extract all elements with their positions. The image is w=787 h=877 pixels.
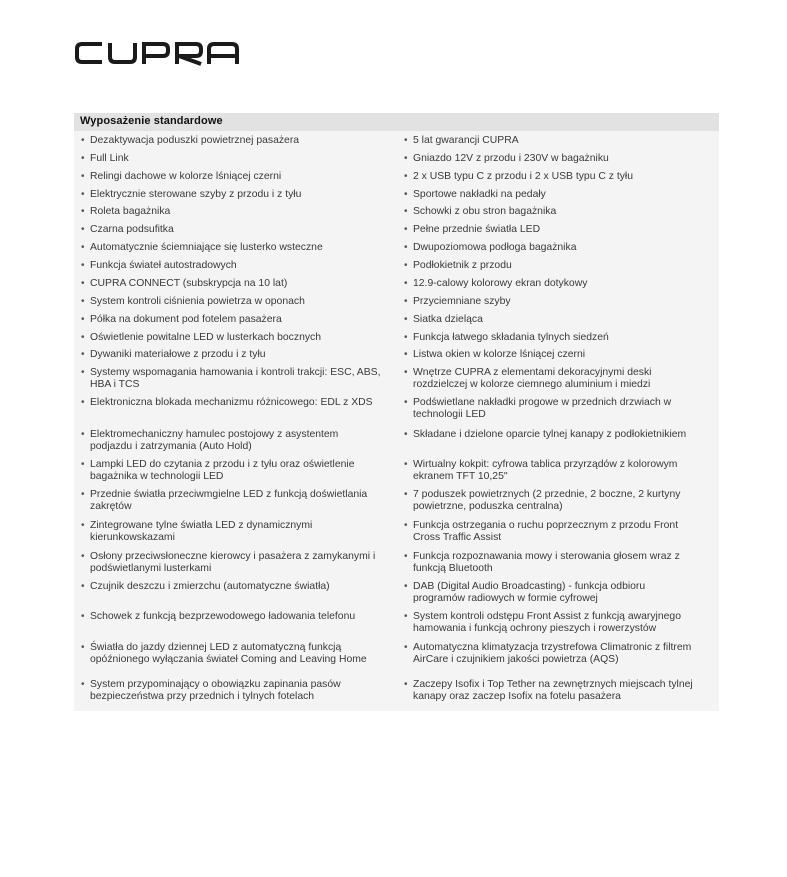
bullet-icon: • bbox=[404, 349, 408, 360]
list-item-text: technologii LED bbox=[413, 409, 486, 421]
list-item-text: Funkcja świateł autostradowych bbox=[90, 260, 237, 271]
bullet-icon: • bbox=[404, 135, 408, 146]
bullet-icon: • bbox=[81, 551, 85, 562]
bullet-icon: • bbox=[404, 397, 408, 408]
list-item bbox=[404, 642, 714, 667]
list-item-text: DAB (Digital Audio Broadcasting) - funkcja odbioru bbox=[413, 581, 646, 592]
list-item-text: bagażnika w technologii LED bbox=[90, 471, 224, 483]
list-item-text: Dezaktywacja poduszki powietrznej pasażera bbox=[90, 135, 300, 146]
list-item-text: Zintegrowane tylne światła LED z dynamicznymi bbox=[90, 520, 313, 531]
list-item bbox=[81, 153, 391, 165]
list-item-text: Przyciemniane szyby bbox=[413, 296, 511, 307]
list-item-text: Siatka dzieląca bbox=[413, 314, 483, 325]
list-item bbox=[81, 349, 391, 361]
list-item bbox=[404, 242, 714, 254]
list-item bbox=[404, 296, 714, 308]
standard-equipment-table bbox=[74, 113, 719, 711]
list-item bbox=[404, 135, 714, 147]
list-item-text: kierunkowskazami bbox=[90, 532, 175, 544]
bullet-icon: • bbox=[404, 459, 408, 470]
list-item-text: Funkcja ostrzegania o ruchu poprzecznym z przodu Front bbox=[413, 520, 679, 531]
list-item-text: Full Link bbox=[90, 153, 129, 164]
list-item bbox=[404, 153, 714, 165]
list-item-text: Podświetlane nakładki progowe w przednich drzwiach w bbox=[413, 397, 672, 408]
bullet-icon: • bbox=[404, 581, 408, 592]
list-item bbox=[81, 314, 391, 326]
bullet-icon: • bbox=[81, 679, 85, 690]
list-item-text: rozdzielczej w kolorze ciemnego aluminium i miedzi bbox=[413, 379, 651, 391]
list-item-text: 2 x USB typu C z przodu i 2 x USB typu C z tyłu bbox=[413, 171, 634, 182]
list-item bbox=[81, 260, 391, 272]
bullet-icon: • bbox=[81, 429, 85, 440]
bullet-icon: • bbox=[81, 332, 85, 343]
list-item bbox=[81, 642, 391, 667]
bullet-icon: • bbox=[81, 489, 85, 500]
bullet-icon: • bbox=[81, 278, 85, 289]
list-item bbox=[404, 581, 714, 606]
list-item-text: Schowek z funkcją bezprzewodowego ładowania telefonu bbox=[90, 611, 356, 622]
bullet-icon: • bbox=[404, 296, 408, 307]
list-item bbox=[404, 551, 714, 576]
list-item-text: funkcją Bluetooth bbox=[413, 563, 493, 575]
list-item bbox=[404, 459, 714, 484]
list-item-text: Dwupoziomowa podłoga bagażnika bbox=[413, 242, 577, 253]
list-item bbox=[404, 206, 714, 218]
list-item-text: Roleta bagażnika bbox=[90, 206, 171, 217]
list-item-text: powietrzne, poduszka centralna) bbox=[413, 501, 563, 513]
list-item-text: Przednie światła przeciwmgielne LED z funkcją doświetlania bbox=[90, 489, 368, 500]
list-item bbox=[404, 314, 714, 326]
list-item-text: Cross Traffic Assist bbox=[413, 532, 502, 544]
list-item-text: opóźnionego wyłączania świateł Coming and Leaving Home bbox=[90, 654, 367, 666]
list-item bbox=[81, 278, 391, 290]
bullet-icon: • bbox=[81, 242, 85, 253]
table-header bbox=[74, 113, 719, 131]
list-item-text: System kontroli ciśnienia powietrza w oponach bbox=[90, 296, 305, 307]
bullet-icon: • bbox=[81, 260, 85, 271]
list-item bbox=[404, 397, 714, 422]
bullet-icon: • bbox=[404, 153, 408, 164]
bullet-icon: • bbox=[404, 611, 408, 622]
list-item bbox=[81, 397, 391, 409]
list-item bbox=[81, 171, 391, 183]
list-item-text: Automatycznie ściemniające się lusterko wsteczne bbox=[90, 242, 323, 253]
list-item bbox=[404, 429, 714, 441]
bullet-icon: • bbox=[81, 189, 85, 200]
bullet-icon: • bbox=[81, 135, 85, 146]
list-item-text: hamowania i funkcją ochrony pieszych i rowerzystów bbox=[413, 623, 657, 635]
list-item-text: ekranem TFT 10,25" bbox=[413, 471, 508, 483]
list-item-text: Czujnik deszczu i zmierzchu (automatyczne światła) bbox=[90, 581, 330, 592]
list-item bbox=[404, 260, 714, 272]
bullet-icon: • bbox=[404, 242, 408, 253]
list-item bbox=[81, 189, 391, 201]
bullet-icon: • bbox=[404, 520, 408, 531]
list-item bbox=[404, 171, 714, 183]
bullet-icon: • bbox=[81, 367, 85, 378]
bullet-icon: • bbox=[81, 520, 85, 531]
list-item bbox=[81, 581, 391, 593]
list-item bbox=[404, 189, 714, 201]
list-item bbox=[81, 679, 391, 704]
list-item-text: Systemy wspomagania hamowania i kontroli trakcji: ESC, ABS, bbox=[90, 367, 381, 378]
list-item bbox=[404, 611, 714, 636]
list-item-text: Schowki z obu stron bagażnika bbox=[413, 206, 557, 217]
list-item-text: Elektromechaniczny hamulec postojowy z asystentem bbox=[90, 429, 339, 440]
list-item-text: Listwa okien w kolorze lśniącej czerni bbox=[413, 349, 586, 360]
list-item-text: System przypominający o obowiązku zapinania pasów bbox=[90, 679, 341, 690]
bullet-icon: • bbox=[81, 349, 85, 360]
bullet-icon: • bbox=[404, 206, 408, 217]
list-item-text: Relingi dachowe w kolorze lśniącej czerni bbox=[90, 171, 282, 182]
bullet-icon: • bbox=[81, 611, 85, 622]
list-item bbox=[81, 296, 391, 308]
list-item-text: podświetlanymi lusterkami bbox=[90, 563, 212, 575]
list-item-text: Elektroniczna blokada mechanizmu różnicowego: EDL z XDS bbox=[90, 397, 373, 408]
list-item bbox=[404, 367, 714, 392]
list-item-text: podjazdu i zatrzymania (Auto Hold) bbox=[90, 441, 252, 453]
list-item-text: bezpieczeństwa przy przednich i tylnych fotelach bbox=[90, 691, 315, 703]
bullet-icon: • bbox=[81, 642, 85, 653]
bullet-icon: • bbox=[81, 397, 85, 408]
list-item-text: Wnętrze CUPRA z elementami dekoracyjnymi deski bbox=[413, 367, 652, 378]
list-item-text: Pełne przednie światła LED bbox=[413, 224, 541, 235]
list-item-text: Automatyczna klimatyzacja trzystrefowa Climatronic z filtrem bbox=[413, 642, 692, 653]
bullet-icon: • bbox=[404, 278, 408, 289]
bullet-icon: • bbox=[81, 314, 85, 325]
list-item-text: System kontroli odstępu Front Assist z funkcją awaryjnego bbox=[413, 611, 681, 622]
list-item bbox=[404, 489, 714, 514]
list-item bbox=[81, 520, 391, 545]
bullet-icon: • bbox=[404, 189, 408, 200]
list-item-text: programów radiowych w formie cyfrowej bbox=[413, 593, 598, 605]
bullet-icon: • bbox=[404, 260, 408, 271]
list-item bbox=[81, 551, 391, 576]
list-item-text: Zaczepy Isofix i Top Tether na zewnętrznych miejscach tylnej bbox=[413, 679, 693, 690]
bullet-icon: • bbox=[404, 332, 408, 343]
list-item-text: zakrętów bbox=[90, 501, 132, 513]
bullet-icon: • bbox=[404, 171, 408, 182]
bullet-icon: • bbox=[81, 224, 85, 235]
list-item-text: kanapy oraz zaczep Isofix na fotelu pasażera bbox=[413, 691, 621, 703]
table-title: Wyposażenie standardowe bbox=[80, 115, 223, 127]
bullet-icon: • bbox=[81, 459, 85, 470]
list-item bbox=[81, 611, 391, 623]
list-item bbox=[404, 679, 714, 704]
list-item bbox=[404, 349, 714, 361]
list-item-text: Funkcja łatwego składania tylnych siedzeń bbox=[413, 332, 609, 343]
list-item-text: Lampki LED do czytania z przodu i z tyłu oraz oświetlenie bbox=[90, 459, 355, 470]
bullet-icon: • bbox=[404, 642, 408, 653]
list-item-text: CUPRA CONNECT (subskrypcja na 10 lat) bbox=[90, 278, 288, 289]
list-item-text: Wirtualny kokpit: cyfrowa tablica przyrządów z kolorowym bbox=[413, 459, 678, 470]
bullet-icon: • bbox=[404, 429, 408, 440]
list-item bbox=[81, 135, 391, 147]
list-item-text: Czarna podsufitka bbox=[90, 224, 174, 235]
list-item-text: HBA i TCS bbox=[90, 379, 140, 391]
list-item-text: Funkcja rozpoznawania mowy i sterowania głosem wraz z bbox=[413, 551, 680, 562]
bullet-icon: • bbox=[81, 153, 85, 164]
bullet-icon: • bbox=[81, 296, 85, 307]
list-item bbox=[404, 278, 714, 290]
list-item-text: Gniazdo 12V z przodu i 230V w bagażniku bbox=[413, 153, 609, 164]
list-item bbox=[404, 520, 714, 545]
list-item bbox=[81, 459, 391, 484]
list-item bbox=[404, 332, 714, 344]
bullet-icon: • bbox=[404, 489, 408, 500]
bullet-icon: • bbox=[404, 679, 408, 690]
bullet-icon: • bbox=[81, 581, 85, 592]
list-item bbox=[81, 224, 391, 236]
list-item bbox=[81, 242, 391, 254]
list-item-text: Sportowe nakładki na pedały bbox=[413, 189, 546, 200]
list-item-text: AirCare i czujnikiem jakości powietrza (AQS) bbox=[413, 654, 619, 666]
list-item-text: 12.9-calowy kolorowy ekran dotykowy bbox=[413, 278, 588, 289]
list-item-text: 5 lat gwarancji CUPRA bbox=[413, 135, 519, 146]
bullet-icon: • bbox=[404, 224, 408, 235]
list-item bbox=[81, 206, 391, 218]
list-item-text: 7 poduszek powietrznych (2 przednie, 2 boczne, 2 kurtyny bbox=[413, 489, 681, 500]
list-item-text: Światła do jazdy dziennej LED z automatyczną funkcją bbox=[90, 642, 342, 653]
list-item-text: Oświetlenie powitalne LED w lusterkach bocznych bbox=[90, 332, 322, 343]
list-item bbox=[404, 224, 714, 236]
list-item bbox=[81, 332, 391, 344]
bullet-icon: • bbox=[81, 206, 85, 217]
list-item-text: Dywaniki materiałowe z przodu i z tyłu bbox=[90, 349, 266, 360]
bullet-icon: • bbox=[404, 314, 408, 325]
list-item bbox=[81, 367, 391, 392]
list-item bbox=[81, 489, 391, 514]
bullet-icon: • bbox=[404, 551, 408, 562]
list-item-text: Półka na dokument pod fotelem pasażera bbox=[90, 314, 282, 325]
cupra-logo bbox=[74, 40, 240, 66]
bullet-icon: • bbox=[404, 367, 408, 378]
list-item-text: Podłokietnik z przodu bbox=[413, 260, 512, 271]
list-item-text: Elektrycznie sterowane szyby z przodu i z tyłu bbox=[90, 189, 302, 200]
list-item bbox=[81, 429, 391, 454]
bullet-icon: • bbox=[81, 171, 85, 182]
list-item-text: Składane i dzielone oparcie tylnej kanapy z podłokietnikiem bbox=[413, 429, 687, 440]
list-item-text: Osłony przeciwsłoneczne kierowcy i pasażera z zamykanymi i bbox=[90, 551, 376, 562]
